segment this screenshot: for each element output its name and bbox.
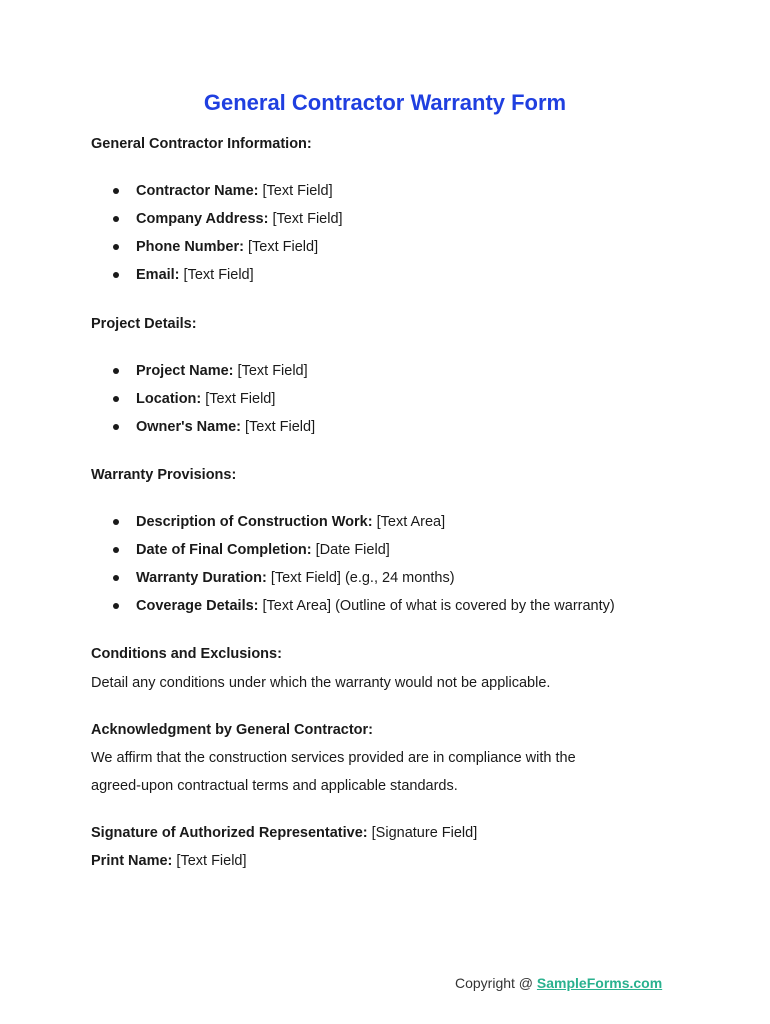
list-item-contractor-name: Contractor Name: [Text Field]	[111, 181, 343, 209]
list-item-owners-name: Owner's Name: [Text Field]	[111, 417, 315, 445]
form-title: General Contractor Warranty Form	[203, 90, 567, 115]
contractor-info-list	[111, 181, 343, 293]
bullet-icon	[113, 368, 119, 374]
copyright-prefix: Copyright @	[455, 975, 534, 991]
conditions-heading: Conditions and Exclusions:	[91, 646, 282, 662]
list-item-company-address: Company Address: [Text Field]	[111, 209, 343, 237]
warranty-provisions-heading: Warranty Provisions:	[91, 467, 237, 483]
list-item-email: Email: [Text Field]	[111, 265, 343, 293]
list-item-warranty-duration: Warranty Duration: [Text Field] (e.g., 24 months)	[111, 568, 615, 596]
list-item-coverage-details: Coverage Details: [Text Area] (Outline of what is covered by the warranty)	[111, 596, 615, 624]
bullet-icon	[113, 424, 119, 430]
bullet-icon	[113, 603, 119, 609]
list-item-phone-number: Phone Number: [Text Field]	[111, 237, 343, 265]
bullet-icon	[113, 396, 119, 402]
project-details-list	[111, 361, 315, 445]
conditions-text: Detail any conditions under which the warranty would not be applicable.	[91, 675, 551, 691]
acknowledgment-text-line2: agreed-upon contractual terms and applicable standards.	[91, 778, 458, 794]
list-item-description: Description of Construction Work: [Text Area]	[111, 512, 615, 540]
signature-label: Signature of Authorized Representative:	[91, 825, 368, 841]
bullet-icon	[113, 575, 119, 581]
print-name-value: [Text Field]	[176, 853, 247, 869]
bullet-icon	[113, 519, 119, 525]
signature-value: [Signature Field]	[371, 825, 478, 841]
brand-link[interactable]: SampleForms.com	[536, 975, 663, 991]
print-name-label: Print Name:	[91, 853, 173, 869]
print-name-line	[91, 851, 247, 871]
warranty-provisions-list	[111, 512, 615, 624]
copyright-footer	[455, 973, 662, 993]
list-item-project-name: Project Name: [Text Field]	[111, 361, 315, 389]
bullet-icon	[113, 272, 119, 278]
bullet-icon	[113, 244, 119, 250]
acknowledgment-text-line1: We affirm that the construction services provided are in compliance with the	[91, 750, 576, 766]
list-item-completion-date: Date of Final Completion: [Date Field]	[111, 540, 615, 568]
bullet-icon	[113, 547, 119, 553]
signature-line	[91, 823, 477, 843]
project-details-heading: Project Details:	[91, 316, 197, 332]
list-item-location: Location: [Text Field]	[111, 389, 315, 417]
bullet-icon	[113, 188, 119, 194]
contractor-info-heading: General Contractor Information:	[91, 136, 312, 152]
bullet-icon	[113, 216, 119, 222]
acknowledgment-heading: Acknowledgment by General Contractor:	[91, 722, 373, 738]
